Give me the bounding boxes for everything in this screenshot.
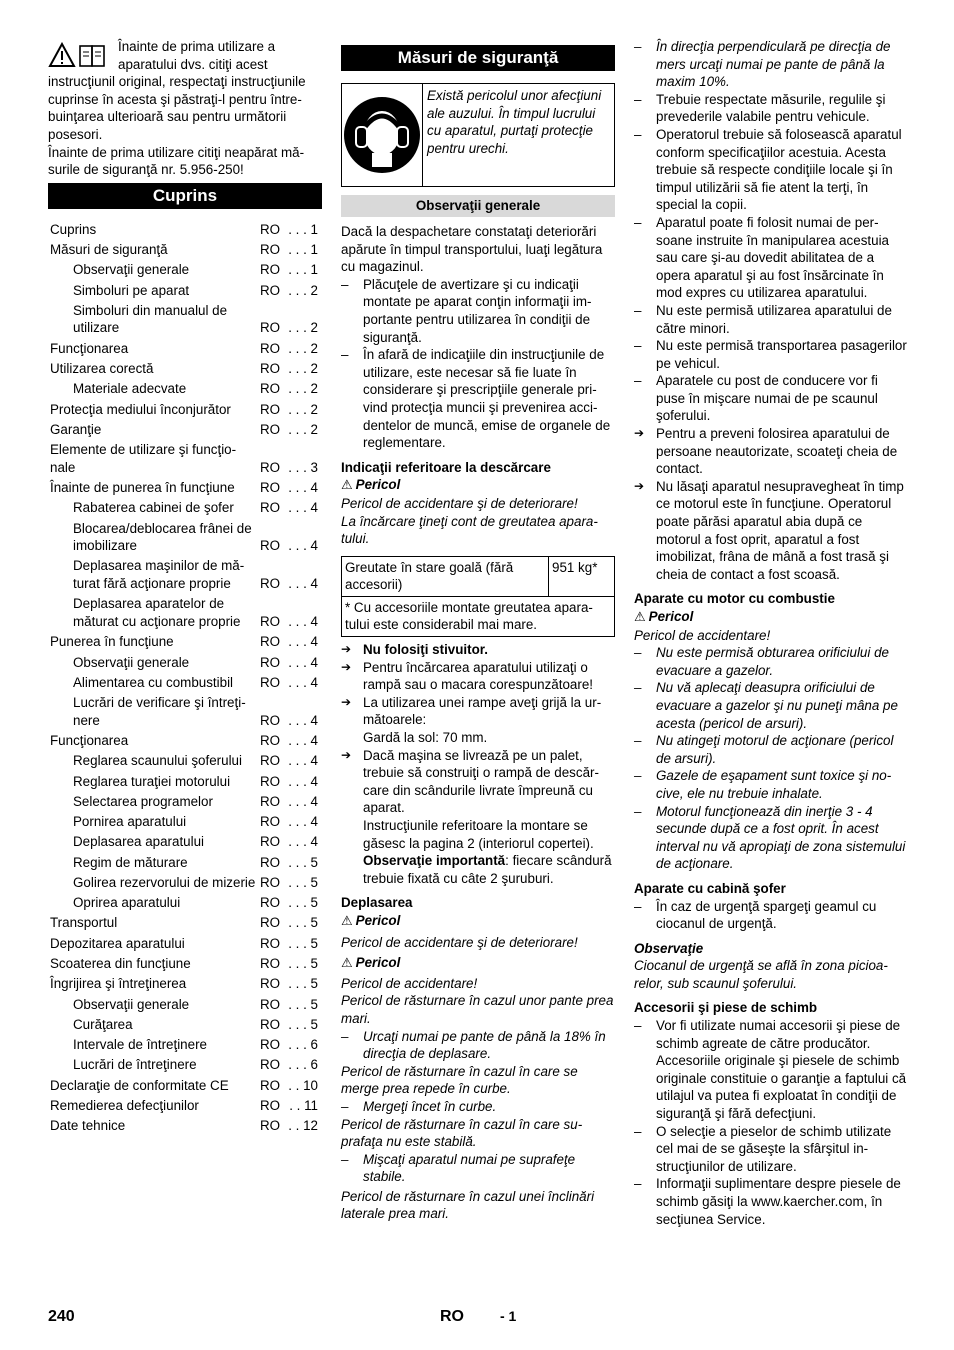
safety-item: – Operatorul trebuie să folosească aparatul conform specificaţiilor acestuia. Acesta trebuie să respecte condiţiile locale şi în timpul utilizării să fie atent la terţi, în special la copii. xyxy=(634,126,907,214)
toc-entry[interactable] xyxy=(50,221,322,239)
weight-table xyxy=(341,556,615,637)
toc-entry-title: Observaţii generale xyxy=(73,996,190,1012)
toc-entry[interactable] xyxy=(50,975,322,993)
toc-entry-page: . . . 4 xyxy=(288,814,318,830)
toc-entry[interactable] xyxy=(50,894,322,912)
toc-entry-page: . . . 5 xyxy=(288,996,318,1012)
warning-icon: ⚠ xyxy=(341,478,353,494)
toc-entry-lang: RO xyxy=(260,361,281,377)
toc-entry-lang: RO xyxy=(260,1118,281,1134)
toc-entry-page: . . . 4 xyxy=(288,753,318,769)
footer-language: RO xyxy=(440,1308,464,1325)
table-of-contents xyxy=(48,221,322,1135)
safety-item: – Aparatul poate fi folosit numai de persoane instruite în manipularea acestuia sau care şi-au dovedit abilitatea de a opera aparatul şi au fost însărcinate în mod expres cu utilizarea aparatului. xyxy=(634,214,907,302)
toc-entry-page: . . 11 xyxy=(289,1098,318,1113)
toc-entry[interactable] xyxy=(50,1036,322,1054)
safety-item: – Nu este permisă transportarea pasagerilor pe vehicul. xyxy=(634,337,907,372)
toc-entry-title: Regim de măturare xyxy=(73,854,188,870)
instruction-item: ➔ La utilizarea unei rampe aveţi grijă la următoarele: xyxy=(341,694,615,729)
toc-entry-page: . . . 4 xyxy=(288,480,318,496)
toc-entry-page: . . . 5 xyxy=(288,956,318,972)
drive-warning: Pericol de răsturnare în cazul în care se merge prea repede în curbe. xyxy=(341,1063,578,1097)
drive-item: – Mergeţi încet în curbe. xyxy=(341,1098,615,1116)
toc-entry-lang: RO xyxy=(260,793,281,809)
unload-warning: La încărcare ţineţi cont de greutatea aparatului. xyxy=(341,513,598,547)
safety-item: – Trebuie respectate măsurile, regulile şi prevederile valabile pentru vehicule. xyxy=(634,91,907,126)
safety-item: – Nu este permisă utilizarea aparatului de către minori. xyxy=(634,302,907,337)
toc-entry[interactable] xyxy=(50,595,322,630)
toc-entry-page: . . . 5 xyxy=(288,895,318,911)
toc-entry[interactable] xyxy=(50,773,322,791)
toc-entry-title: Reglarea scaunului şoferului xyxy=(73,753,242,769)
toc-entry-lang: RO xyxy=(260,712,281,728)
toc-entry[interactable] xyxy=(50,261,322,279)
toc-entry-page: . . . 6 xyxy=(288,1057,318,1073)
toc-entry-lang: RO xyxy=(260,1077,281,1093)
toc-entry[interactable] xyxy=(50,793,322,811)
drive-warning: Pericol de accidentare! xyxy=(341,975,478,991)
toc-entry[interactable] xyxy=(50,340,322,358)
toc-entry-title: Cuprins xyxy=(50,221,97,237)
toc-entry-page: . . 12 xyxy=(288,1118,318,1134)
toc-entry-page: . . . 2 xyxy=(288,282,318,298)
toc-entry-lang: RO xyxy=(260,674,281,690)
toc-entry[interactable] xyxy=(50,1016,322,1034)
toc-entry-title: Deplasarea aparatelor de măturat cu acţionare proprie xyxy=(73,596,241,629)
toc-entry[interactable] xyxy=(50,360,322,378)
intro-safety-text: Înainte de prima utilizare citiţi neapărat măsurile de siguranţă nr. 5.956-250! xyxy=(48,144,305,178)
page-number: 240 xyxy=(48,1308,75,1325)
toc-entry-lang: RO xyxy=(260,854,281,870)
drive-warning: Pericol de accidentare şi de deteriorare! xyxy=(341,934,578,950)
cab-item: – În caz de urgenţă spargeţi geamul cu ciocanul de urgenţă. xyxy=(634,898,907,933)
drive-item: – Urcaţi numai pe pante de până la 18% în direcţia de deplasare. xyxy=(341,1028,615,1063)
toc-entry-title: Curăţarea xyxy=(73,1016,133,1032)
weight-value: 951 kg* xyxy=(549,556,615,596)
toc-entry-lang: RO xyxy=(260,538,281,554)
toc-entry[interactable] xyxy=(50,282,322,300)
toc-entry-lang: RO xyxy=(260,956,281,972)
cab-title: Aparate cu cabină şofer xyxy=(634,880,786,896)
toc-entry-lang: RO xyxy=(260,654,281,670)
weight-label: Greutate în stare goală (fără accesorii) xyxy=(342,556,549,596)
note-title: Observaţie xyxy=(634,940,704,956)
safety-item: – Aparatele cu post de conducere vor fi puse în mişcare numai de pe scaunul şoferului. xyxy=(634,372,907,425)
toc-entry-title: Lucrări de verificare şi întreţinere xyxy=(73,695,246,728)
toc-entry-lang: RO xyxy=(260,613,281,629)
toc-entry[interactable] xyxy=(50,654,322,672)
safety-title: Măsuri de siguranţă xyxy=(341,45,615,71)
toc-entry-title: Declaraţie de conformitate CE xyxy=(50,1077,229,1093)
toc-entry[interactable] xyxy=(50,854,322,872)
toc-entry-title: Depozitarea aparatului xyxy=(50,935,185,951)
toc-entry-title: Blocarea/deblocarea frânei de imobilizare xyxy=(73,520,252,554)
toc-entry-page: . . . 4 xyxy=(288,674,318,690)
toc-entry-title: Utilizarea corectă xyxy=(50,361,154,377)
toc-entry-page: . . . 2 xyxy=(288,381,318,397)
weight-note: * Cu accesoriile montate greutatea aparatului este considerabil mai mare. xyxy=(342,596,615,636)
toc-entry-title: Protecţia mediului înconjurător xyxy=(50,401,231,417)
toc-entry-lang: RO xyxy=(260,915,281,931)
toc-entry-title: Transportul xyxy=(50,915,118,931)
toc-entry[interactable] xyxy=(50,441,322,476)
toc-entry-lang: RO xyxy=(260,401,281,417)
toc-entry-lang: RO xyxy=(260,1016,281,1032)
toc-entry-title: Reglarea turaţiei motorului xyxy=(73,773,231,789)
toc-entry[interactable] xyxy=(50,241,322,259)
toc-entry-page: . . . 4 xyxy=(288,576,318,592)
toc-entry[interactable] xyxy=(50,520,322,555)
toc-entry-lang: RO xyxy=(260,459,281,475)
engine-item: – Nu vă aplecaţi deasupra orificiului de evacuare a gazelor şi nu puneţi mâna pe acesta (pericol de arsuri). xyxy=(634,679,907,732)
toc-entry-lang: RO xyxy=(260,340,281,356)
toc-entry-page: . . . 4 xyxy=(288,634,318,650)
danger-label: ⚠ Pericol xyxy=(341,955,401,972)
toc-entry-lang: RO xyxy=(260,753,281,769)
drive-warning: Pericol de răsturnare în cazul unei înclinări laterale prea mari. xyxy=(341,1188,595,1222)
unload-title: Indicaţii referitoare la descărcare xyxy=(341,459,551,475)
toc-entry-title: Pornirea aparatului xyxy=(73,814,187,830)
toc-entry[interactable] xyxy=(50,1077,322,1095)
toc-entry-page: . . . 5 xyxy=(288,874,318,890)
toc-entry-lang: RO xyxy=(260,996,281,1012)
toc-entry-title: Elemente de utilizare şi funcţionale xyxy=(50,442,237,475)
ear-protection-box xyxy=(341,83,615,187)
toc-entry[interactable] xyxy=(50,833,322,851)
drive-warning: Pericol de răsturnare în cazul în care suprafaţa nu este stabilă. xyxy=(341,1116,583,1150)
unload-warning: Pericol de accidentare şi de deteriorare! xyxy=(341,495,578,511)
danger-label: ⚠ Pericol xyxy=(634,609,694,625)
instruction-item: ➔ Dacă maşina se livrează pe un palet, trebuie să construiţi o rampă de descărcare din scândurile livrate împreună cu aparat. xyxy=(341,747,615,817)
toc-entry-page: . . . 5 xyxy=(288,935,318,951)
toc-entry-page: . . . 4 xyxy=(288,793,318,809)
warning-icon: ⚠ xyxy=(341,956,353,972)
toc-entry-title: Măsuri de siguranţă xyxy=(50,242,168,258)
toc-entry-lang: RO xyxy=(260,1037,281,1053)
toc-entry[interactable] xyxy=(50,813,322,831)
toc-entry-title: Simboluri pe aparat xyxy=(73,282,190,298)
toc-entry[interactable] xyxy=(50,380,322,398)
accessories-item: – Informaţii suplimentare despre piesele de schimb găsiţi la www.kaercher.com, în secţiunea Service. xyxy=(634,1175,907,1228)
note-text: Ciocanul de urgenţă se află în zona picioarelor, sub scaunul şoferului. xyxy=(634,958,888,991)
toc-entry[interactable] xyxy=(50,935,322,953)
engine-item: – Gazele de eşapament sunt toxice şi nocive, ele nu trebuie inhalate. xyxy=(634,767,907,802)
toc-entry[interactable] xyxy=(50,479,322,497)
toc-entry-lang: RO xyxy=(260,634,281,650)
toc-entry-page: . . . 2 xyxy=(288,421,318,437)
toc-entry-lang: RO xyxy=(260,773,281,789)
toc-entry-lang: RO xyxy=(260,242,281,258)
ground-clearance: Gardă la sol: 70 mm. xyxy=(363,730,488,746)
toc-entry-lang: RO xyxy=(260,421,281,437)
toc-entry-lang: RO xyxy=(260,576,281,592)
intro-text: Înainte de prima utilizare a aparatului dvs. citiţi acest instrucţiunil original, respectaţi instrucţiunile cuprinse în acesta şi păstraţi-l pentru întrebuinţarea ulterioară sau pentru următorii posesori. xyxy=(48,39,306,142)
ear-protection-icon xyxy=(342,84,423,186)
toc-entry[interactable] xyxy=(50,633,322,651)
drive-item: – În direcţia perpendiculară pe direcţia de mers urcaţi numai pe pante de până la maxim 10%. xyxy=(634,38,907,91)
instruction-item: ➔ Pentru încărcarea aparatului utilizaţi o rampă sau o macara corespunzătoare! xyxy=(341,659,615,694)
general-item: – Plăcuţele de avertizare şi cu indicaţii montate pe aparat conţin informaţii importante pentru utilizarea în condiţii de siguranţă. xyxy=(341,276,615,346)
toc-entry-title: Deplasarea maşinilor de măturat fără acţionare proprie xyxy=(73,558,245,592)
toc-entry-lang: RO xyxy=(260,935,281,951)
toc-entry[interactable] xyxy=(50,302,322,337)
column-right xyxy=(634,38,907,1228)
engine-warning: Pericol de accidentare! xyxy=(634,627,771,643)
instruction-item: ➔ Nu lăsaţi aparatul nesupravegheat în timp ce motorul este în funcţiune. Operatorul poate părăsi aparatul abia după ce motorul a fost oprit, aparatul a fost imobilizat, frâna de mână a fost trasă şi cheia de contact a fost scoasă. xyxy=(634,478,907,584)
toc-entry[interactable] xyxy=(50,874,322,892)
toc-entry-lang: RO xyxy=(260,262,281,278)
toc-entry[interactable] xyxy=(50,752,322,770)
toc-entry-page: . . . 1 xyxy=(288,221,318,237)
toc-entry-page: . . . 3 xyxy=(288,459,318,475)
drive-warning: Pericol de răsturnare în cazul unor pante prea mari. xyxy=(341,993,614,1026)
toc-entry-page: . . . 1 xyxy=(288,262,318,278)
toc-entry-page: . . 10 xyxy=(288,1077,318,1093)
toc-entry-title: Funcţionarea xyxy=(50,732,129,748)
danger-label: ⚠ Pericol xyxy=(341,912,401,929)
toc-title: Cuprins xyxy=(48,183,322,209)
toc-entry-title: Selectarea programelor xyxy=(73,793,213,809)
toc-entry-title: Observaţii generale xyxy=(73,262,190,278)
toc-entry-title: Îngrijirea şi întreţinerea xyxy=(50,976,187,992)
toc-entry-title: Date tehnice xyxy=(50,1118,126,1134)
engine-item: – Motorul funcţionează din inerţie 3 - 4 secunde după ce a fost oprit. În acest interval nu vă apropiaţi de zona sistemului de acţionare. xyxy=(634,803,907,873)
engine-item: – Nu este permisă obturarea orificiului de evacuare a gazelor. xyxy=(634,644,907,679)
toc-entry-title: Golirea rezervorului de mizerie xyxy=(73,874,256,890)
toc-entry-lang: RO xyxy=(260,834,281,850)
toc-entry[interactable] xyxy=(50,1117,322,1135)
toc-entry-lang: RO xyxy=(260,814,281,830)
toc-entry-title: Punerea în funcţiune xyxy=(50,634,174,650)
toc-entry-lang: RO xyxy=(260,320,281,336)
toc-entry-page: . . . 4 xyxy=(288,712,318,728)
toc-entry-lang: RO xyxy=(260,976,281,992)
toc-entry[interactable] xyxy=(50,499,322,517)
toc-entry-title: Scoaterea din funcţiune xyxy=(50,956,191,972)
toc-entry-page: . . . 4 xyxy=(288,834,318,850)
instruction-item: ➔ Nu folosiţi stivuitor. xyxy=(341,641,615,659)
danger-label: ⚠ Pericol xyxy=(341,477,401,494)
toc-entry-page: . . . 5 xyxy=(288,1016,318,1032)
toc-entry-page: . . . 4 xyxy=(288,613,318,629)
toc-entry-title: Simboluri din manualul de utilizare xyxy=(73,302,228,336)
toc-entry-page: . . . 5 xyxy=(288,976,318,992)
toc-entry-title: Rabaterea cabinei de şofer xyxy=(73,500,234,516)
toc-entry-title: Oprirea aparatului xyxy=(73,895,181,911)
general-title: Observaţii generale xyxy=(341,195,615,217)
general-item: – În afară de indicaţiile din instrucţiunile de utilizare, este necesar să fie luate în considerare şi prescripţiile generale privind protecţia muncii şi prevenirea accidentelor de muncă, emise de organele de reglementare. xyxy=(341,346,615,452)
column-left xyxy=(48,38,322,1138)
instruction-item: ➔ Pentru a preveni folosirea aparatului de persoane neautorizate, scoateţi cheia de contact. xyxy=(634,425,907,478)
toc-entry-page: . . . 4 xyxy=(288,654,318,670)
toc-entry-title: Funcţionarea xyxy=(50,340,129,356)
toc-entry-title: Remedierea defecţiunilor xyxy=(50,1098,199,1113)
toc-entry[interactable] xyxy=(50,674,322,692)
accessories-title: Accesorii şi piese de schimb xyxy=(634,1000,818,1016)
toc-entry[interactable] xyxy=(50,694,322,729)
warning-icon: ⚠ xyxy=(341,913,353,929)
toc-entry-title: Observaţii generale xyxy=(73,654,190,670)
column-middle xyxy=(341,38,615,1223)
toc-entry-lang: RO xyxy=(260,500,281,516)
toc-entry[interactable] xyxy=(50,1097,322,1115)
drive-title: Deplasarea xyxy=(341,895,413,911)
toc-entry-page: . . . 4 xyxy=(288,500,318,516)
toc-entry-page: . . . 1 xyxy=(288,242,318,258)
toc-entry-title: Intervale de întreţinere xyxy=(73,1037,207,1053)
toc-entry-page: . . . 4 xyxy=(288,732,318,748)
toc-entry-page: . . . 4 xyxy=(288,773,318,789)
toc-entry-lang: RO xyxy=(260,221,281,237)
drive-item: – Mişcaţi aparatul numai pe suprafeţe stabile. xyxy=(341,1151,615,1186)
toc-entry-page: . . . 2 xyxy=(288,401,318,417)
toc-entry-title: Deplasarea aparatului xyxy=(73,834,205,850)
engine-item: – Nu atingeţi motorul de acţionare (pericol de arsuri). xyxy=(634,732,907,767)
accessories-item: – Vor fi utilizate numai accesorii şi piese de schimb agreate de către producător. Accesoriile originale şi piesele de schimb originale constituie o garanţie a faptului că utilajul va putea fi exploatat în condiţii de siguranţă şi fără defecţiuni. xyxy=(634,1017,907,1123)
toc-entry-title: Materiale adecvate xyxy=(73,381,187,397)
accessories-item: – O selecţie a pieselor de schimb utilizate cel mai de se găseşte la sfârşitul instrucţiunilor de utilizare. xyxy=(634,1123,907,1176)
toc-entry[interactable] xyxy=(50,955,322,973)
toc-entry[interactable] xyxy=(50,1056,322,1074)
toc-entry-lang: RO xyxy=(260,282,281,298)
toc-entry[interactable] xyxy=(50,732,322,750)
toc-entry[interactable] xyxy=(50,401,322,419)
toc-entry-lang: RO xyxy=(260,381,281,397)
toc-entry-page: . . . 2 xyxy=(288,340,318,356)
toc-entry[interactable] xyxy=(50,914,322,932)
toc-entry-page: . . . 4 xyxy=(288,538,318,554)
general-text: Dacă la despachetare constataţi deteriorări apărute în timpul transportului, luaţi legătura cu magazinul. xyxy=(341,224,603,275)
toc-entry-page: . . . 2 xyxy=(288,361,318,377)
engine-title: Aparate cu motor cu combustie xyxy=(634,591,835,607)
footer-subpage: - 1 xyxy=(500,1308,517,1324)
toc-entry[interactable] xyxy=(50,557,322,592)
important-note: Observaţie importantă: fiecare scândură trebuie fixată cu câte 2 şuruburi. xyxy=(363,853,612,886)
toc-entry-lang: RO xyxy=(260,480,281,496)
warning-icon: ⚠ xyxy=(634,610,646,625)
toc-entry-title: Alimentarea cu combustibil xyxy=(73,674,234,690)
toc-entry[interactable] xyxy=(50,996,322,1014)
ear-protection-text: Există pericolul unor afecţiuni ale auzului. În timpul lucrului cu aparatul, purtaţi protecţie pentru urechi. xyxy=(427,88,602,156)
toc-entry-title: Lucrări de întreţinere xyxy=(73,1057,197,1073)
toc-entry-page: . . . 5 xyxy=(288,854,318,870)
warning-manual-icon xyxy=(48,42,112,68)
toc-entry-lang: RO xyxy=(260,1057,281,1073)
instruction-detail: Instrucţiunile referitoare la montare se găsesc la pagina 2 (interiorul copertei). xyxy=(363,818,594,851)
toc-entry-page: . . . 5 xyxy=(288,915,318,931)
toc-entry-lang: RO xyxy=(260,895,281,911)
toc-entry-title: Garanţie xyxy=(50,421,102,437)
toc-entry-page: . . . 6 xyxy=(288,1037,318,1053)
toc-entry-lang: RO xyxy=(260,732,281,748)
toc-entry-title: Înainte de punerea în funcţiune xyxy=(50,480,235,496)
toc-entry[interactable] xyxy=(50,421,322,439)
toc-entry-lang: RO xyxy=(260,874,281,890)
intro xyxy=(48,38,322,179)
toc-entry-page: . . . 2 xyxy=(288,320,318,336)
toc-entry-lang: RO xyxy=(260,1098,281,1113)
